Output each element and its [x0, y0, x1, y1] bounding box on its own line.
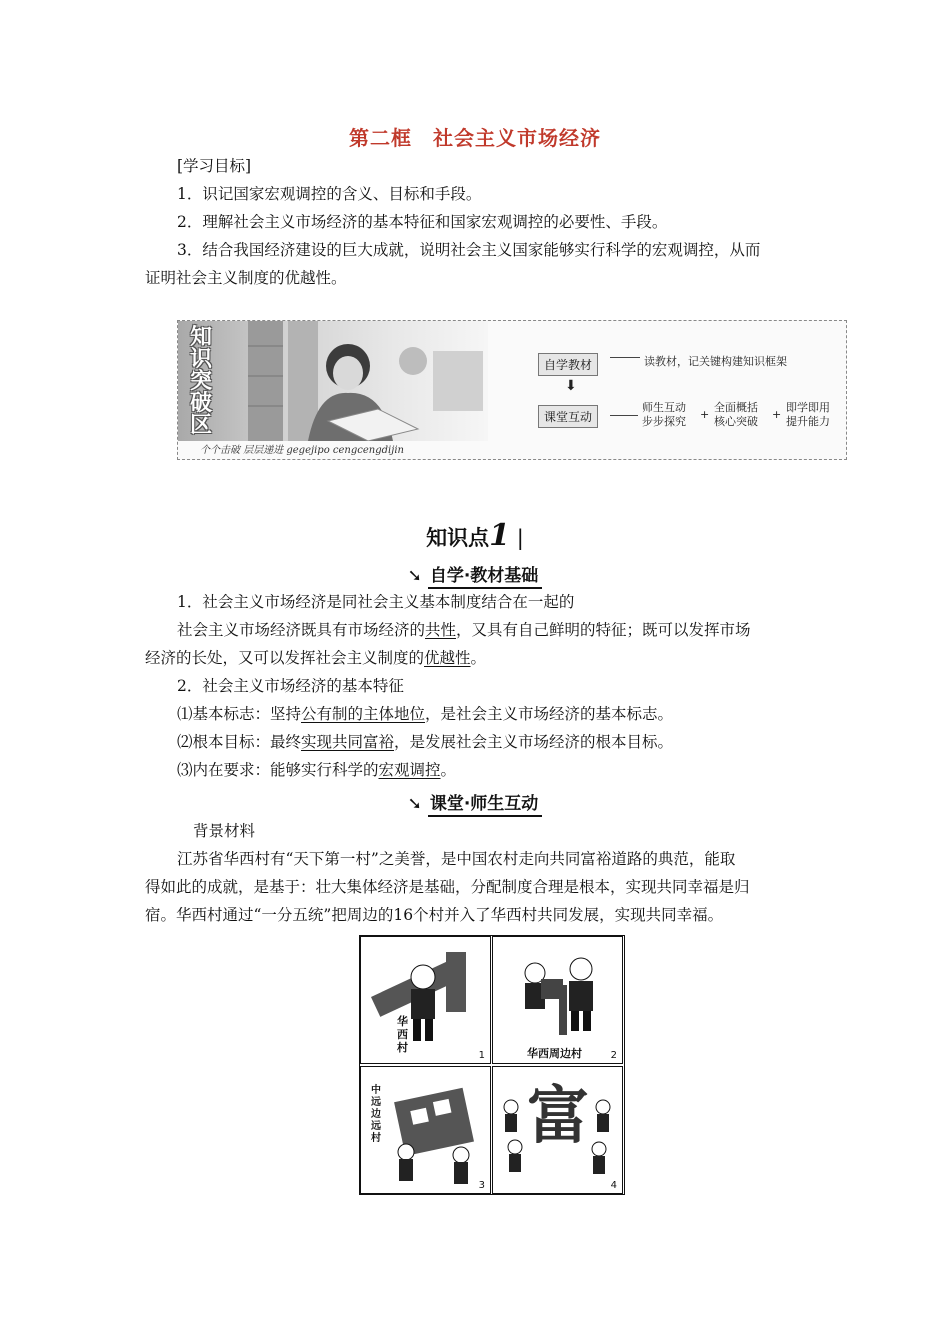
objective-item: 1．识记国家宏观调控的含义、目标和手段。 [177, 185, 482, 203]
classroom-box: 课堂互动 [538, 405, 598, 428]
connector-line [610, 357, 640, 358]
comic-panel-4: 富 4 [492, 1066, 623, 1194]
step-3: 即学即用 提升能力 [786, 401, 830, 428]
self-study-desc: 读教材，记关键构建知识框架 [644, 355, 787, 368]
knowledge-banner [177, 320, 847, 460]
arrow-icon: ➘ [407, 794, 422, 814]
step-1: 师生互动 步步探究 [642, 401, 686, 428]
knowledge-point-heading: 知识点1 | [426, 518, 524, 553]
paragraph-title: 2．社会主义市场经济的基本特征 [177, 677, 404, 695]
banner-photo [178, 321, 488, 441]
arrow-down-icon: ⬇ [565, 378, 577, 394]
section-classroom: ➘ 课堂·师生互动 [0, 789, 950, 814]
paragraph-line: 经济的长处，又可以发挥社会主义制度的优越性。 [145, 649, 487, 667]
page-title: 第二框 社会主义市场经济 [349, 126, 601, 150]
banner-subtitle: 个个击破 层层递进 gegejipo cengcengdijin [200, 445, 404, 456]
material-line: 得如此的成就，是基于：壮大集体经济是基础，分配制度合理是根本，实现共同幸福是归 [145, 878, 750, 896]
plus-icon: + [772, 408, 782, 421]
connector-line [610, 415, 638, 416]
arrow-icon: ➘ [407, 566, 422, 586]
objective-item: 证明社会主义制度的优越性。 [145, 269, 347, 287]
comic-panel-3: 中远边远村 3 [360, 1066, 491, 1194]
feature-item: ⑵根本目标：最终实现共同富裕，是发展社会主义市场经济的根本目标。 [177, 733, 674, 751]
self-study-box: 自学教材 [538, 353, 598, 376]
banner-vertical-title: 知 识 突 破 区 [190, 325, 213, 438]
plus-icon: + [700, 408, 710, 421]
material-line: 宿。华西村通过“一分五统”把周边的16个村并入了华西村共同发展，实现共同幸福。 [145, 906, 724, 924]
comic-panel-2: 华西周边村 2 [492, 936, 623, 1064]
step-2: 全面概括 核心突破 [714, 401, 758, 428]
objectives-heading: [学习目标] [177, 157, 252, 175]
material-heading: 背景材料 [193, 822, 256, 840]
paragraph-line: 社会主义市场经济既具有市场经济的共性，又具有自己鲜明的特征；既可以发挥市场 [177, 621, 751, 639]
feature-item: ⑶内在要求：能够实行科学的宏观调控。 [177, 761, 457, 779]
paragraph-title: 1．社会主义市场经济是同社会主义基本制度结合在一起的 [177, 593, 575, 611]
feature-item: ⑴基本标志：坚持公有制的主体地位，是社会主义市场经济的基本标志。 [177, 705, 674, 723]
comic-panel-1: 华西村 1 [360, 936, 491, 1064]
objective-item: 3．结合我国经济建设的巨大成就，说明社会主义国家能够实行科学的宏观调控，从而 [177, 241, 761, 259]
reading-student-illustration [178, 321, 488, 441]
material-line: 江苏省华西村有“天下第一村”之美誉，是中国农村走向共同富裕道路的典范，能取 [177, 850, 736, 868]
objective-item: 2．理解社会主义市场经济的基本特征和国家宏观调控的必要性、手段。 [177, 213, 668, 231]
section-self-study: ➘ 自学·教材基础 [0, 561, 950, 586]
comic-illustration [359, 935, 625, 1195]
